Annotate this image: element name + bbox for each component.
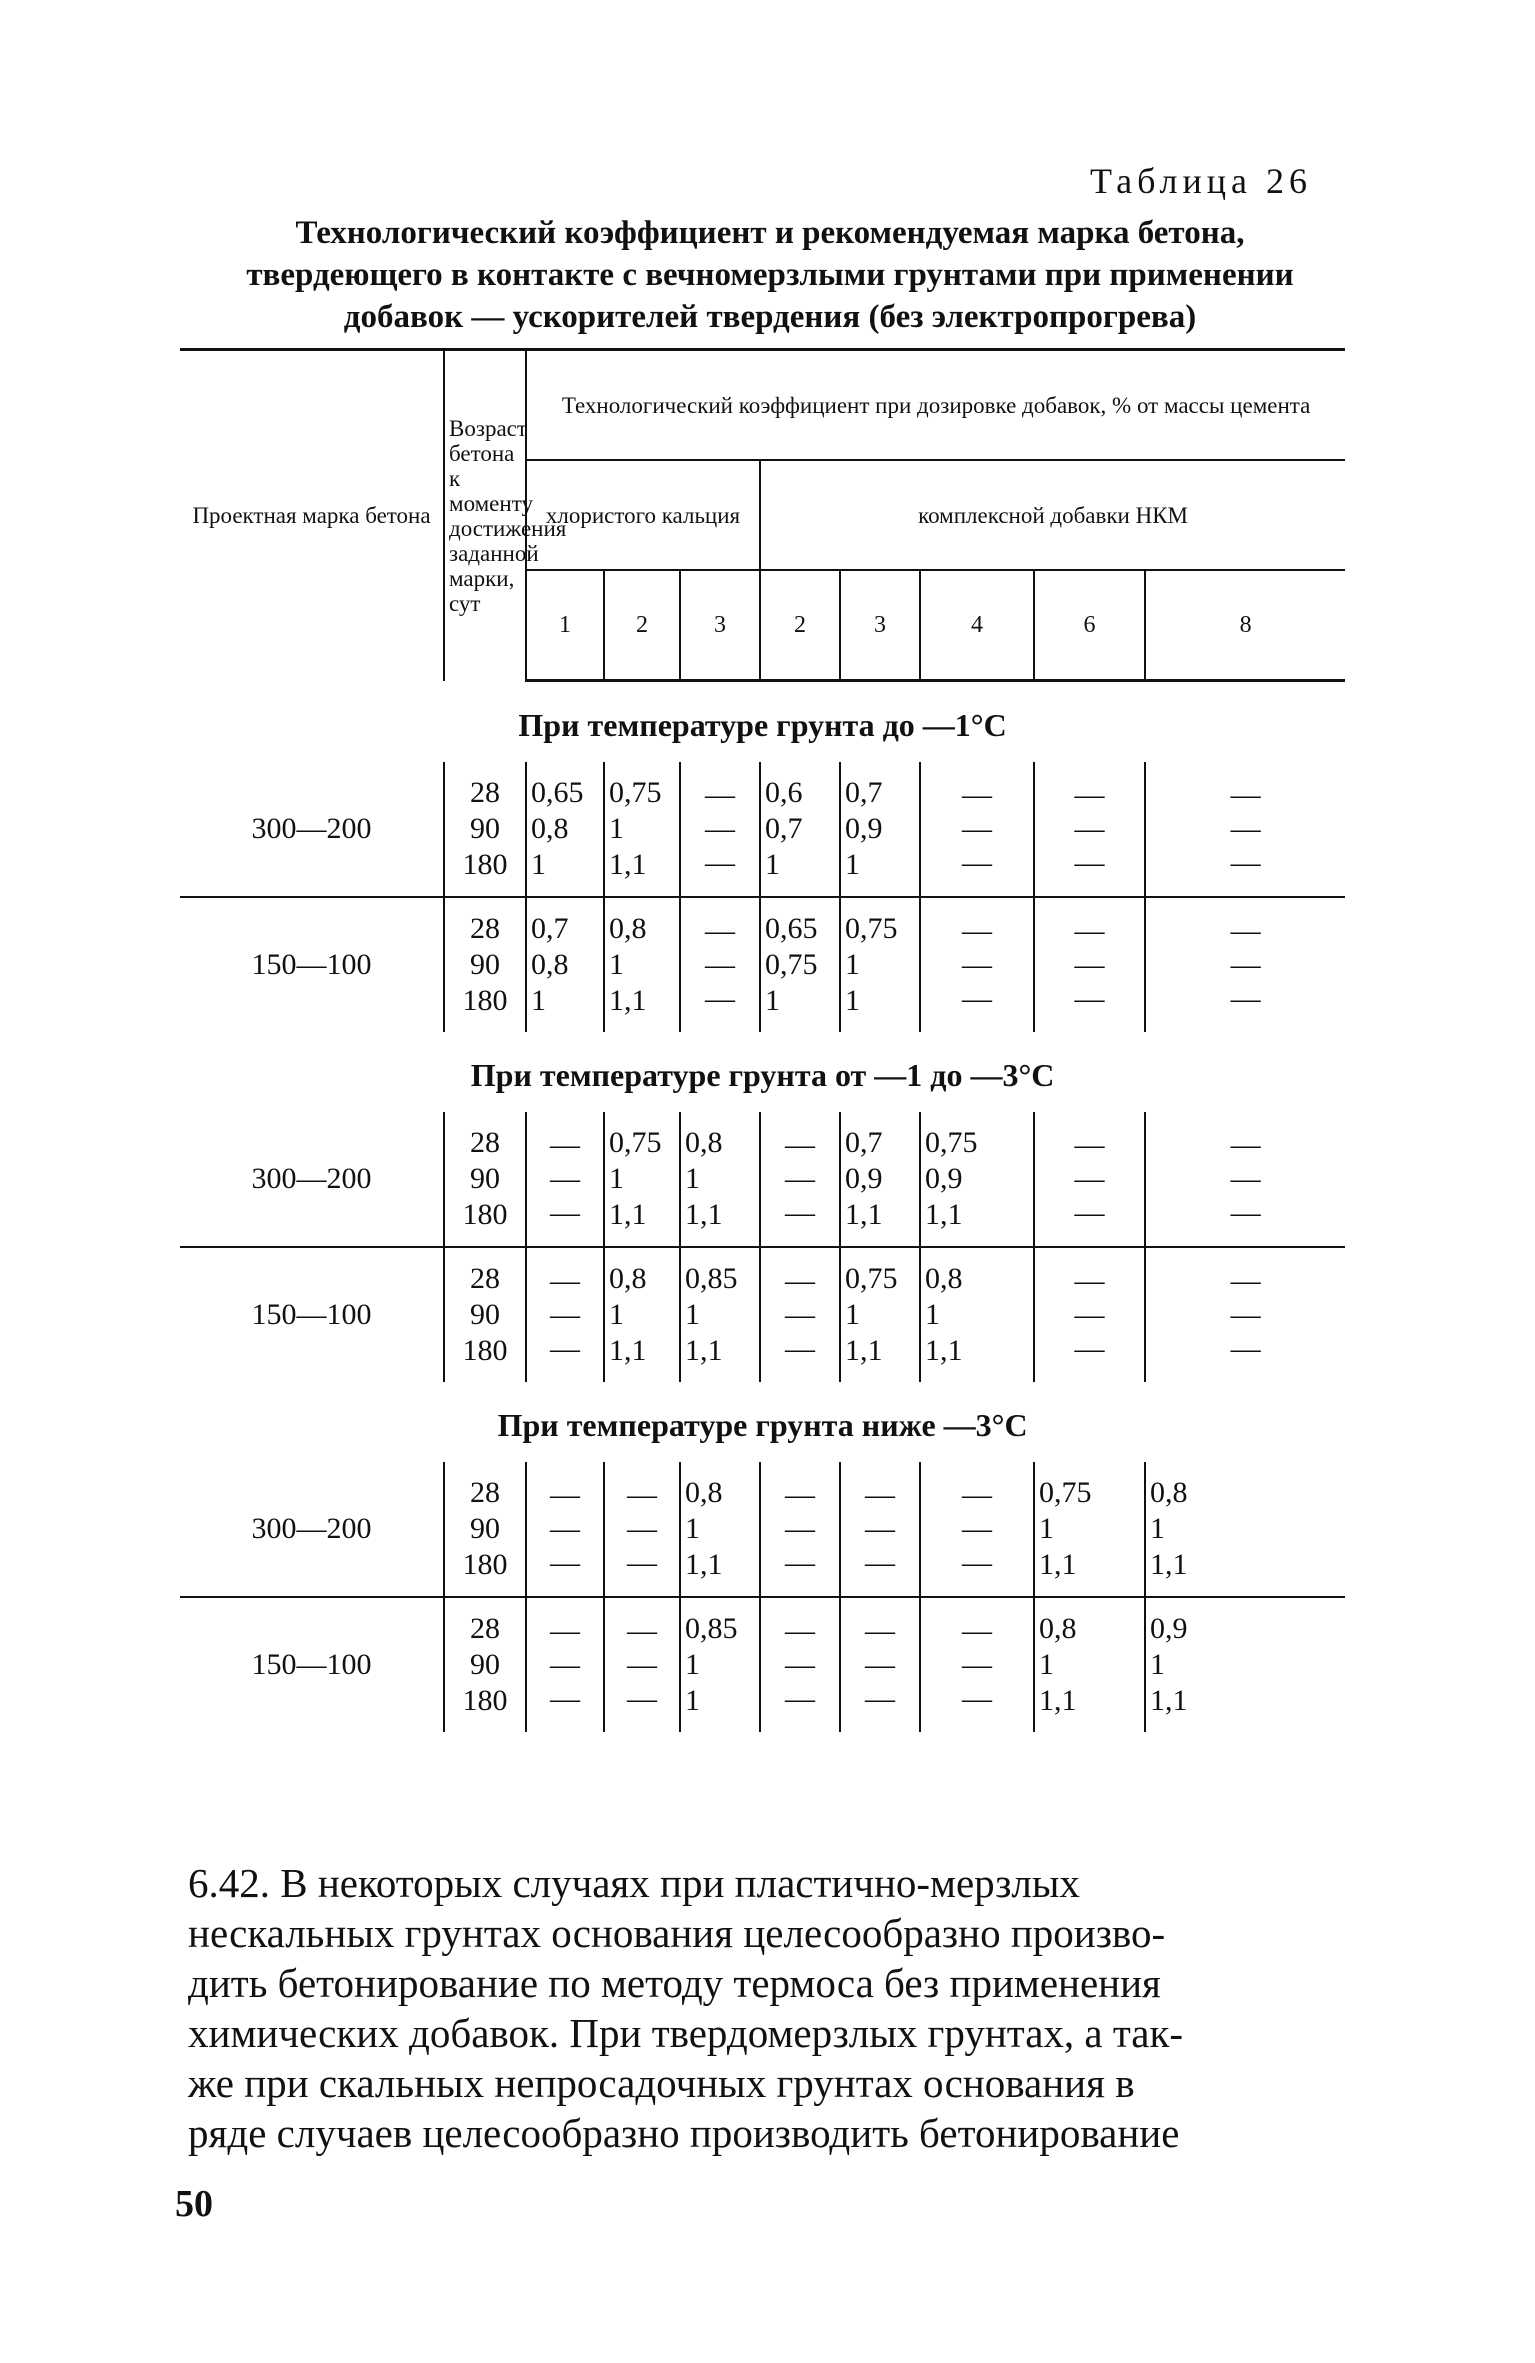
header-dose: 3 [680,570,760,681]
coefficient-value: — [962,982,993,1015]
coefficient-value: — [550,1648,581,1681]
coefficient-cell [526,1597,604,1732]
coefficient-value: 1 [845,984,861,1017]
table-title-line: Технологический коэффициент и рекомендуемая марка бетона, [295,215,1245,251]
coefficient-value: 1 [609,1298,625,1331]
age-value: 28 [470,1262,501,1295]
coefficient-value: — [962,846,993,879]
coefficient-value: — [1074,1196,1105,1229]
age-value: 180 [462,1334,508,1367]
coefficient-value: 0,75 [1039,1476,1092,1509]
coefficient-value: 0,75 [845,912,898,945]
coefficient-value: — [627,1682,658,1715]
coefficient-value: 1 [925,1298,941,1331]
header-dose: 4 [920,570,1034,681]
coefficient-value: 0,75 [609,1126,662,1159]
paragraph-line: же при скальных непросадочных грунтах основания в [188,2060,1135,2106]
coefficient-value: — [962,1478,993,1511]
row-concrete-mark: 300—200 [180,762,444,897]
coefficient-value: 1 [685,1648,701,1681]
coefficient-value: 1 [531,848,547,881]
coefficient-value: — [1230,1298,1261,1331]
coefficient-cell [1034,762,1145,897]
coefficient-value: 1 [685,1298,701,1331]
coefficient-value: — [785,1682,816,1715]
coefficient-value: 0,85 [685,1612,738,1645]
coefficient-cell [680,1247,760,1382]
coefficient-value: 1,1 [609,1334,647,1367]
table-title [170,212,1370,338]
row-age-values [444,897,526,1032]
coefficient-cell [680,1597,760,1732]
age-value: 180 [462,984,508,1017]
coefficient-value: — [1074,846,1105,879]
table-row [180,1247,1345,1382]
coefficient-cell [1145,762,1345,897]
coefficient-value: 0,85 [685,1262,738,1295]
coefficient-value: 1,1 [609,848,647,881]
coefficient-cell [526,1112,604,1247]
header-nkm: комплексной добавки НКМ [760,460,1345,570]
coefficient-cell [604,1597,680,1732]
coefficient-value: — [962,948,993,981]
coefficient-value: 1 [845,848,861,881]
coefficient-value: 1 [1039,1512,1055,1545]
coefficient-value: 1 [1150,1512,1166,1545]
coefficient-cell [604,762,680,897]
coefficient-cell [760,1597,840,1732]
coefficient-cell [680,762,760,897]
coefficient-cell [840,1247,920,1382]
body-paragraph [188,1858,1348,2158]
coefficient-value: 1,1 [685,1198,723,1231]
coefficient-value: — [1074,1332,1105,1365]
coefficient-cell [920,762,1034,897]
coefficient-cell [604,1112,680,1247]
coefficient-cell [526,897,604,1032]
coefficient-value: 1,1 [845,1198,883,1231]
coefficient-value: 1,1 [1039,1684,1077,1717]
coefficient-value: — [550,1264,581,1297]
row-concrete-mark: 300—200 [180,1462,444,1597]
paragraph-line: ряде случаев целесообразно производить бетонирование [188,2110,1180,2156]
coefficient-cell [760,1462,840,1597]
coefficient-cell [840,1462,920,1597]
coefficient-value: 1 [685,1684,701,1717]
table-row [180,1112,1345,1247]
coefficient-value: — [1230,982,1261,1015]
coefficient-value: 1 [531,984,547,1017]
coefficient-value: 0,65 [765,912,818,945]
coefficient-value: — [550,1478,581,1511]
coefficient-cell [604,1462,680,1597]
header-dose: 6 [1034,570,1145,681]
section-title: При температуре грунта от —1 до —3°С [470,1056,1055,1093]
coefficient-value: — [1230,1128,1261,1161]
row-age-values [444,1462,526,1597]
coefficient-value: — [785,1128,816,1161]
paragraph-line: нескальных грунтах основания целесообразно произво- [188,1910,1166,1956]
coefficient-value: 0,8 [531,812,569,845]
coefficient-value: — [705,778,736,811]
coefficient-value: — [785,1478,816,1511]
coefficient-value: 0,6 [765,776,803,809]
coefficient-value: — [1230,1162,1261,1195]
coefficient-cell [920,1112,1034,1247]
coefficient-value: — [962,914,993,947]
coefficient-value: — [865,1614,896,1647]
age-value: 180 [462,1684,508,1717]
coefficient-value: 0,7 [845,1126,883,1159]
row-concrete-mark: 150—100 [251,948,372,981]
coefficient-cell [604,897,680,1032]
table-row [180,1597,1345,1732]
coefficient-value: — [962,812,993,845]
coefficient-value: — [705,914,736,947]
coefficient-value: — [1074,914,1105,947]
coefficient-value: 0,75 [765,948,818,981]
table-title-line: добавок — ускорителей твердения (без электропрогрева) [343,299,1197,335]
row-concrete-mark: 150—100 [251,1648,372,1681]
coefficient-value: — [1230,1264,1261,1297]
coefficient-cell [840,897,920,1032]
coefficient-cell [526,1247,604,1382]
coefficient-value: — [785,1298,816,1331]
coefficient-value: 1 [845,948,861,981]
coefficient-value: — [962,778,993,811]
coefficient-value: — [550,1614,581,1647]
coefficient-value: — [1074,812,1105,845]
header-dose: 2 [760,570,840,681]
coefficient-cell [1145,1112,1345,1247]
coefficient-value: 1 [765,984,781,1017]
row-age-values [444,1112,526,1247]
coefficient-value: — [865,1546,896,1579]
coefficient-value: 1,1 [685,1548,723,1581]
coefficient-value: 1 [1150,1648,1166,1681]
coefficient-value: — [785,1512,816,1545]
table-row [180,1462,1345,1597]
coefficient-value: — [785,1546,816,1579]
coefficient-value: — [1074,1264,1105,1297]
coefficient-value: — [550,1682,581,1715]
coefficient-value: 0,8 [1039,1612,1077,1645]
coefficient-value: — [705,846,736,879]
coefficient-value: — [550,1546,581,1579]
coefficient-cell [680,897,760,1032]
coefficient-value: — [785,1162,816,1195]
coefficient-value: 1 [845,1298,861,1331]
coefficient-value: — [1074,982,1105,1015]
coefficient-value: — [785,1264,816,1297]
coefficient-value: — [627,1512,658,1545]
coefficient-cell [1034,1462,1145,1597]
coefficient-value: — [962,1682,993,1715]
table-title-line: твердеющего в контакте с вечномерзлыми грунтами при применении [246,257,1294,293]
coefficient-value: 0,8 [925,1262,963,1295]
coefficient-value: — [705,812,736,845]
coefficient-cell [840,1112,920,1247]
coefficient-cell [760,897,840,1032]
coefficient-value: 0,8 [609,912,647,945]
coefficient-value: 0,75 [925,1126,978,1159]
coefficient-cell [760,762,840,897]
paragraph-line: химических добавок. При твердомерзлых грунтах, а так- [188,2010,1184,2056]
coefficient-value: 1 [1039,1648,1055,1681]
coefficient-cell [526,762,604,897]
coefficient-value: 1,1 [925,1198,963,1231]
age-value: 28 [470,776,501,809]
coefficient-cell [920,1597,1034,1732]
row-age-values [444,1597,526,1732]
coefficient-value: — [962,1512,993,1545]
age-value: 180 [462,1198,508,1231]
age-value: 90 [470,948,501,981]
age-value: 90 [470,1162,501,1195]
coefficient-value: 1,1 [845,1334,883,1367]
coefficient-value: 0,7 [845,776,883,809]
header-age: Возраст бетона к моменту достижения заданной марки, сут [444,350,526,681]
age-value: 28 [470,1612,501,1645]
coefficient-cell [1034,1112,1145,1247]
coefficient-value: — [1074,1162,1105,1195]
row-age-values [444,1247,526,1382]
coefficient-value: — [1074,1298,1105,1331]
coefficient-value: — [550,1512,581,1545]
coefficient-value: 1,1 [609,984,647,1017]
coefficient-cell [920,1247,1034,1382]
coefficient-value: — [785,1332,816,1365]
coefficient-value: — [705,948,736,981]
coefficient-cell [840,1597,920,1732]
coefficient-value: 1,1 [1039,1548,1077,1581]
coefficient-value: 0,8 [685,1126,723,1159]
coefficient-value: 0,7 [531,912,569,945]
age-value: 90 [470,1648,501,1681]
coefficient-value: — [962,1546,993,1579]
coefficient-value: 0,9 [925,1162,963,1195]
coefficient-value: 0,9 [1150,1612,1188,1645]
coefficient-value: — [1230,778,1261,811]
coefficient-value: — [1230,914,1261,947]
age-value: 180 [462,848,508,881]
coefficient-cell [1145,897,1345,1032]
header-dose: 2 [604,570,680,681]
coefficient-value: 0,7 [765,812,803,845]
coefficient-value: — [550,1162,581,1195]
coefficient-value: 0,75 [845,1262,898,1295]
coefficient-cell [1034,897,1145,1032]
coefficient-value: 0,9 [845,1162,883,1195]
header-dose: 1 [526,570,604,681]
coefficient-cell [680,1462,760,1597]
coefficient-cell [1034,1597,1145,1732]
paragraph-line: 6.42. В некоторых случаях при пластично-мерзлых [188,1860,1080,1906]
coefficient-value: 1 [609,1162,625,1195]
coefficient-value: — [627,1546,658,1579]
coefficient-value: — [627,1648,658,1681]
coefficient-cell [1145,1597,1345,1732]
page-number: 50 [175,2183,213,2225]
coefficient-value: — [1230,948,1261,981]
coefficient-value: — [1074,948,1105,981]
coefficient-value: — [627,1478,658,1511]
coefficient-value: 1,1 [685,1334,723,1367]
section-title: При температуре грунта ниже —3°С [497,1406,1028,1443]
table-row [180,762,1345,897]
coefficient-value: — [785,1196,816,1229]
coefficient-value: 1,1 [1150,1684,1188,1717]
age-value: 90 [470,1298,501,1331]
coefficient-value: — [865,1512,896,1545]
coefficient-value: — [550,1128,581,1161]
coefficient-cell [1145,1462,1345,1597]
row-concrete-mark: 150—100 [251,1298,372,1331]
coefficient-value: 1 [685,1162,701,1195]
coefficient-value: 0,8 [685,1476,723,1509]
age-value: 28 [470,912,501,945]
coefficient-value: 0,8 [1150,1476,1188,1509]
coefficient-value: — [550,1298,581,1331]
header-dose: 8 [1145,570,1345,681]
coefficient-value: 0,8 [609,1262,647,1295]
coefficient-value: — [1230,1196,1261,1229]
age-value: 28 [470,1126,501,1159]
coefficient-cell [840,762,920,897]
coefficient-value: — [550,1332,581,1365]
coefficient-value: — [1230,1332,1261,1365]
coefficient-value: — [865,1682,896,1715]
coefficient-cell [1145,1247,1345,1382]
coefficient-value: 0,9 [845,812,883,845]
coefficient-value: 1 [609,812,625,845]
age-value: 90 [470,812,501,845]
coefficient-value: 1,1 [925,1334,963,1367]
paragraph-line: дить бетонирование по методу термоса без применения [188,1960,1161,2006]
age-value: 90 [470,1512,501,1545]
coefficient-cell [526,1462,604,1597]
coefficient-value: — [865,1648,896,1681]
header-mark: Проектная марка бетона [180,350,444,681]
header-dose: 3 [840,570,920,681]
coefficient-value: — [550,1196,581,1229]
coefficient-value: — [962,1648,993,1681]
coefficient-value: 1 [685,1512,701,1545]
table-row [180,897,1345,1032]
coefficient-cell [760,1112,840,1247]
age-value: 28 [470,1476,501,1509]
coefficient-value: 1,1 [609,1198,647,1231]
coefficient-cell [920,897,1034,1032]
coefficient-cell [680,1112,760,1247]
coefficient-cell [604,1247,680,1382]
coefficient-value: 0,8 [531,948,569,981]
coefficient-value: — [785,1648,816,1681]
coefficient-cell [760,1247,840,1382]
coefficient-value: — [1230,846,1261,879]
coefficient-value: 1 [609,948,625,981]
row-age-values [444,762,526,897]
table-label: Таблица 26 [1090,161,1312,201]
coefficient-value: — [785,1614,816,1647]
coefficient-cell [1034,1247,1145,1382]
coefficient-value: 1,1 [1150,1548,1188,1581]
coefficient-value: — [1074,1128,1105,1161]
coefficient-table [180,348,1345,1732]
coefficient-cell [920,1462,1034,1597]
coefficient-value: 0,65 [531,776,584,809]
coefficient-value: — [1230,812,1261,845]
coefficient-value: — [1074,778,1105,811]
section-title: При температуре грунта до —1°С [518,706,1007,743]
row-concrete-mark: 300—200 [180,1112,444,1247]
coefficient-value: 0,75 [609,776,662,809]
coefficient-value: — [962,1614,993,1647]
coefficient-value: — [705,982,736,1015]
coefficient-value: — [865,1478,896,1511]
header-calcium-chloride: хлористого кальция [526,460,760,570]
coefficient-value: — [627,1614,658,1647]
coefficient-value: 1 [765,848,781,881]
header-coefficient: Технологический коэффициент при дозировке добавок, % от массы цемента [526,350,1345,461]
age-value: 180 [462,1548,508,1581]
